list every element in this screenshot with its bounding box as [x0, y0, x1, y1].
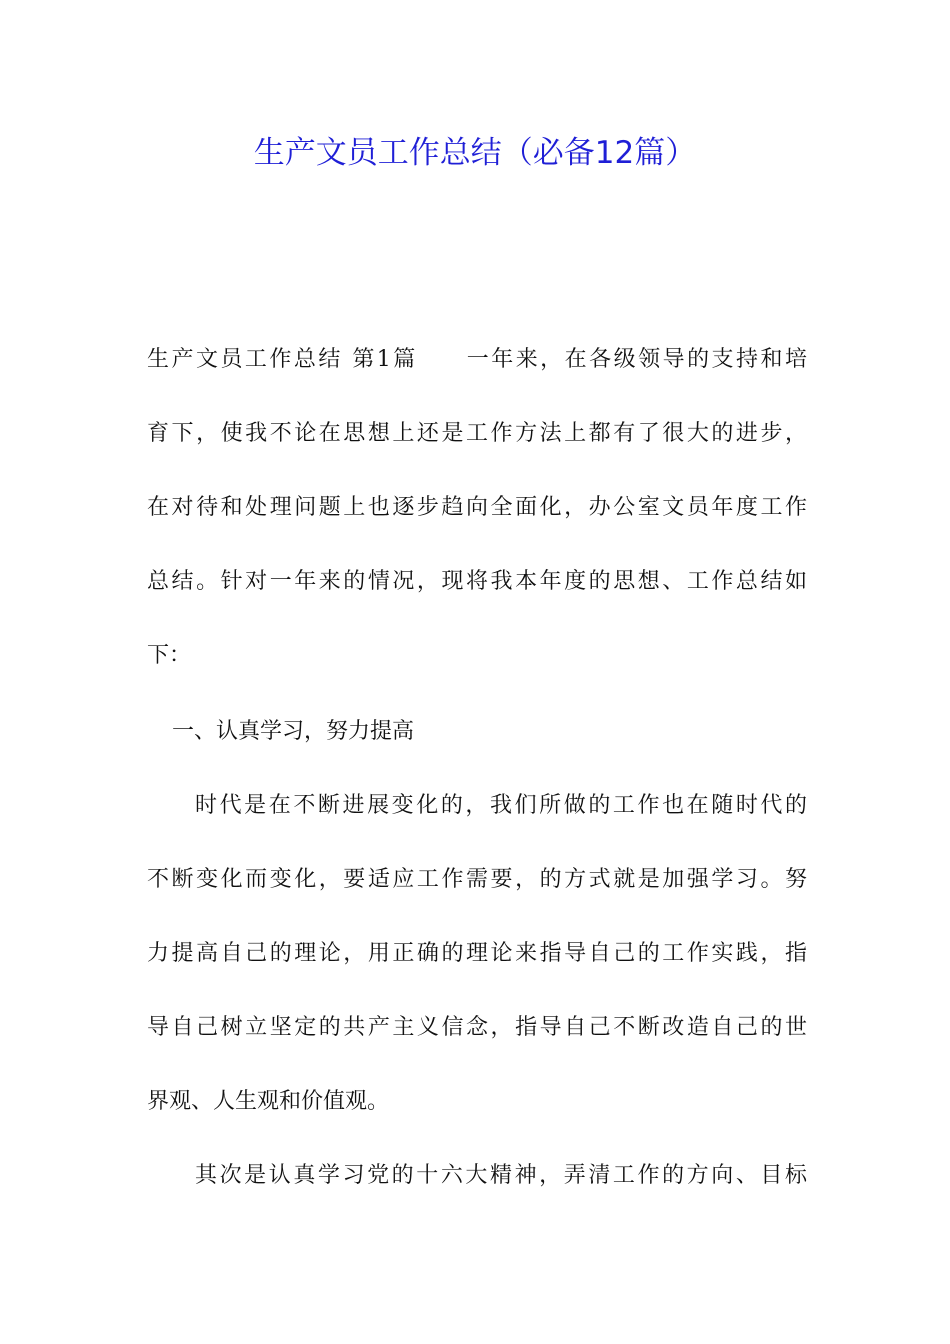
paragraph-line: 下：	[147, 643, 192, 668]
paragraph-line: 育下，使我不论在思想上还是工作方法上都有了很大的进步，	[147, 421, 807, 446]
document-title: 生产文员工作总结（必备12篇）	[253, 135, 697, 171]
paragraph-line: 生产文员工作总结 第1篇 一年来，在各级领导的支持和培	[147, 347, 807, 372]
section-heading: 一、认真学习，努力提高	[172, 719, 415, 744]
paragraph-line: 时代是在不断进展变化的，我们所做的工作也在随时代的	[195, 793, 807, 818]
paragraph-line: 总结。针对一年来的情况，现将我本年度的思想、工作总结如	[147, 569, 807, 594]
paragraph-line: 力提高自己的理论，用正确的理论来指导自己的工作实践，指	[147, 941, 807, 966]
paragraph-line: 其次是认真学习党的十六大精神，弄清工作的方向、目标	[195, 1163, 807, 1188]
paragraph-line: 界观、人生观和价值观。	[147, 1089, 390, 1114]
paragraph-line: 导自己树立坚定的共产主义信念，指导自己不断改造自己的世	[147, 1015, 807, 1040]
paragraph-line: 在对待和处理问题上也逐步趋向全面化，办公室文员年度工作	[147, 495, 807, 520]
paragraph-line: 不断变化而变化，要适应工作需要，的方式就是加强学习。努	[147, 867, 807, 892]
